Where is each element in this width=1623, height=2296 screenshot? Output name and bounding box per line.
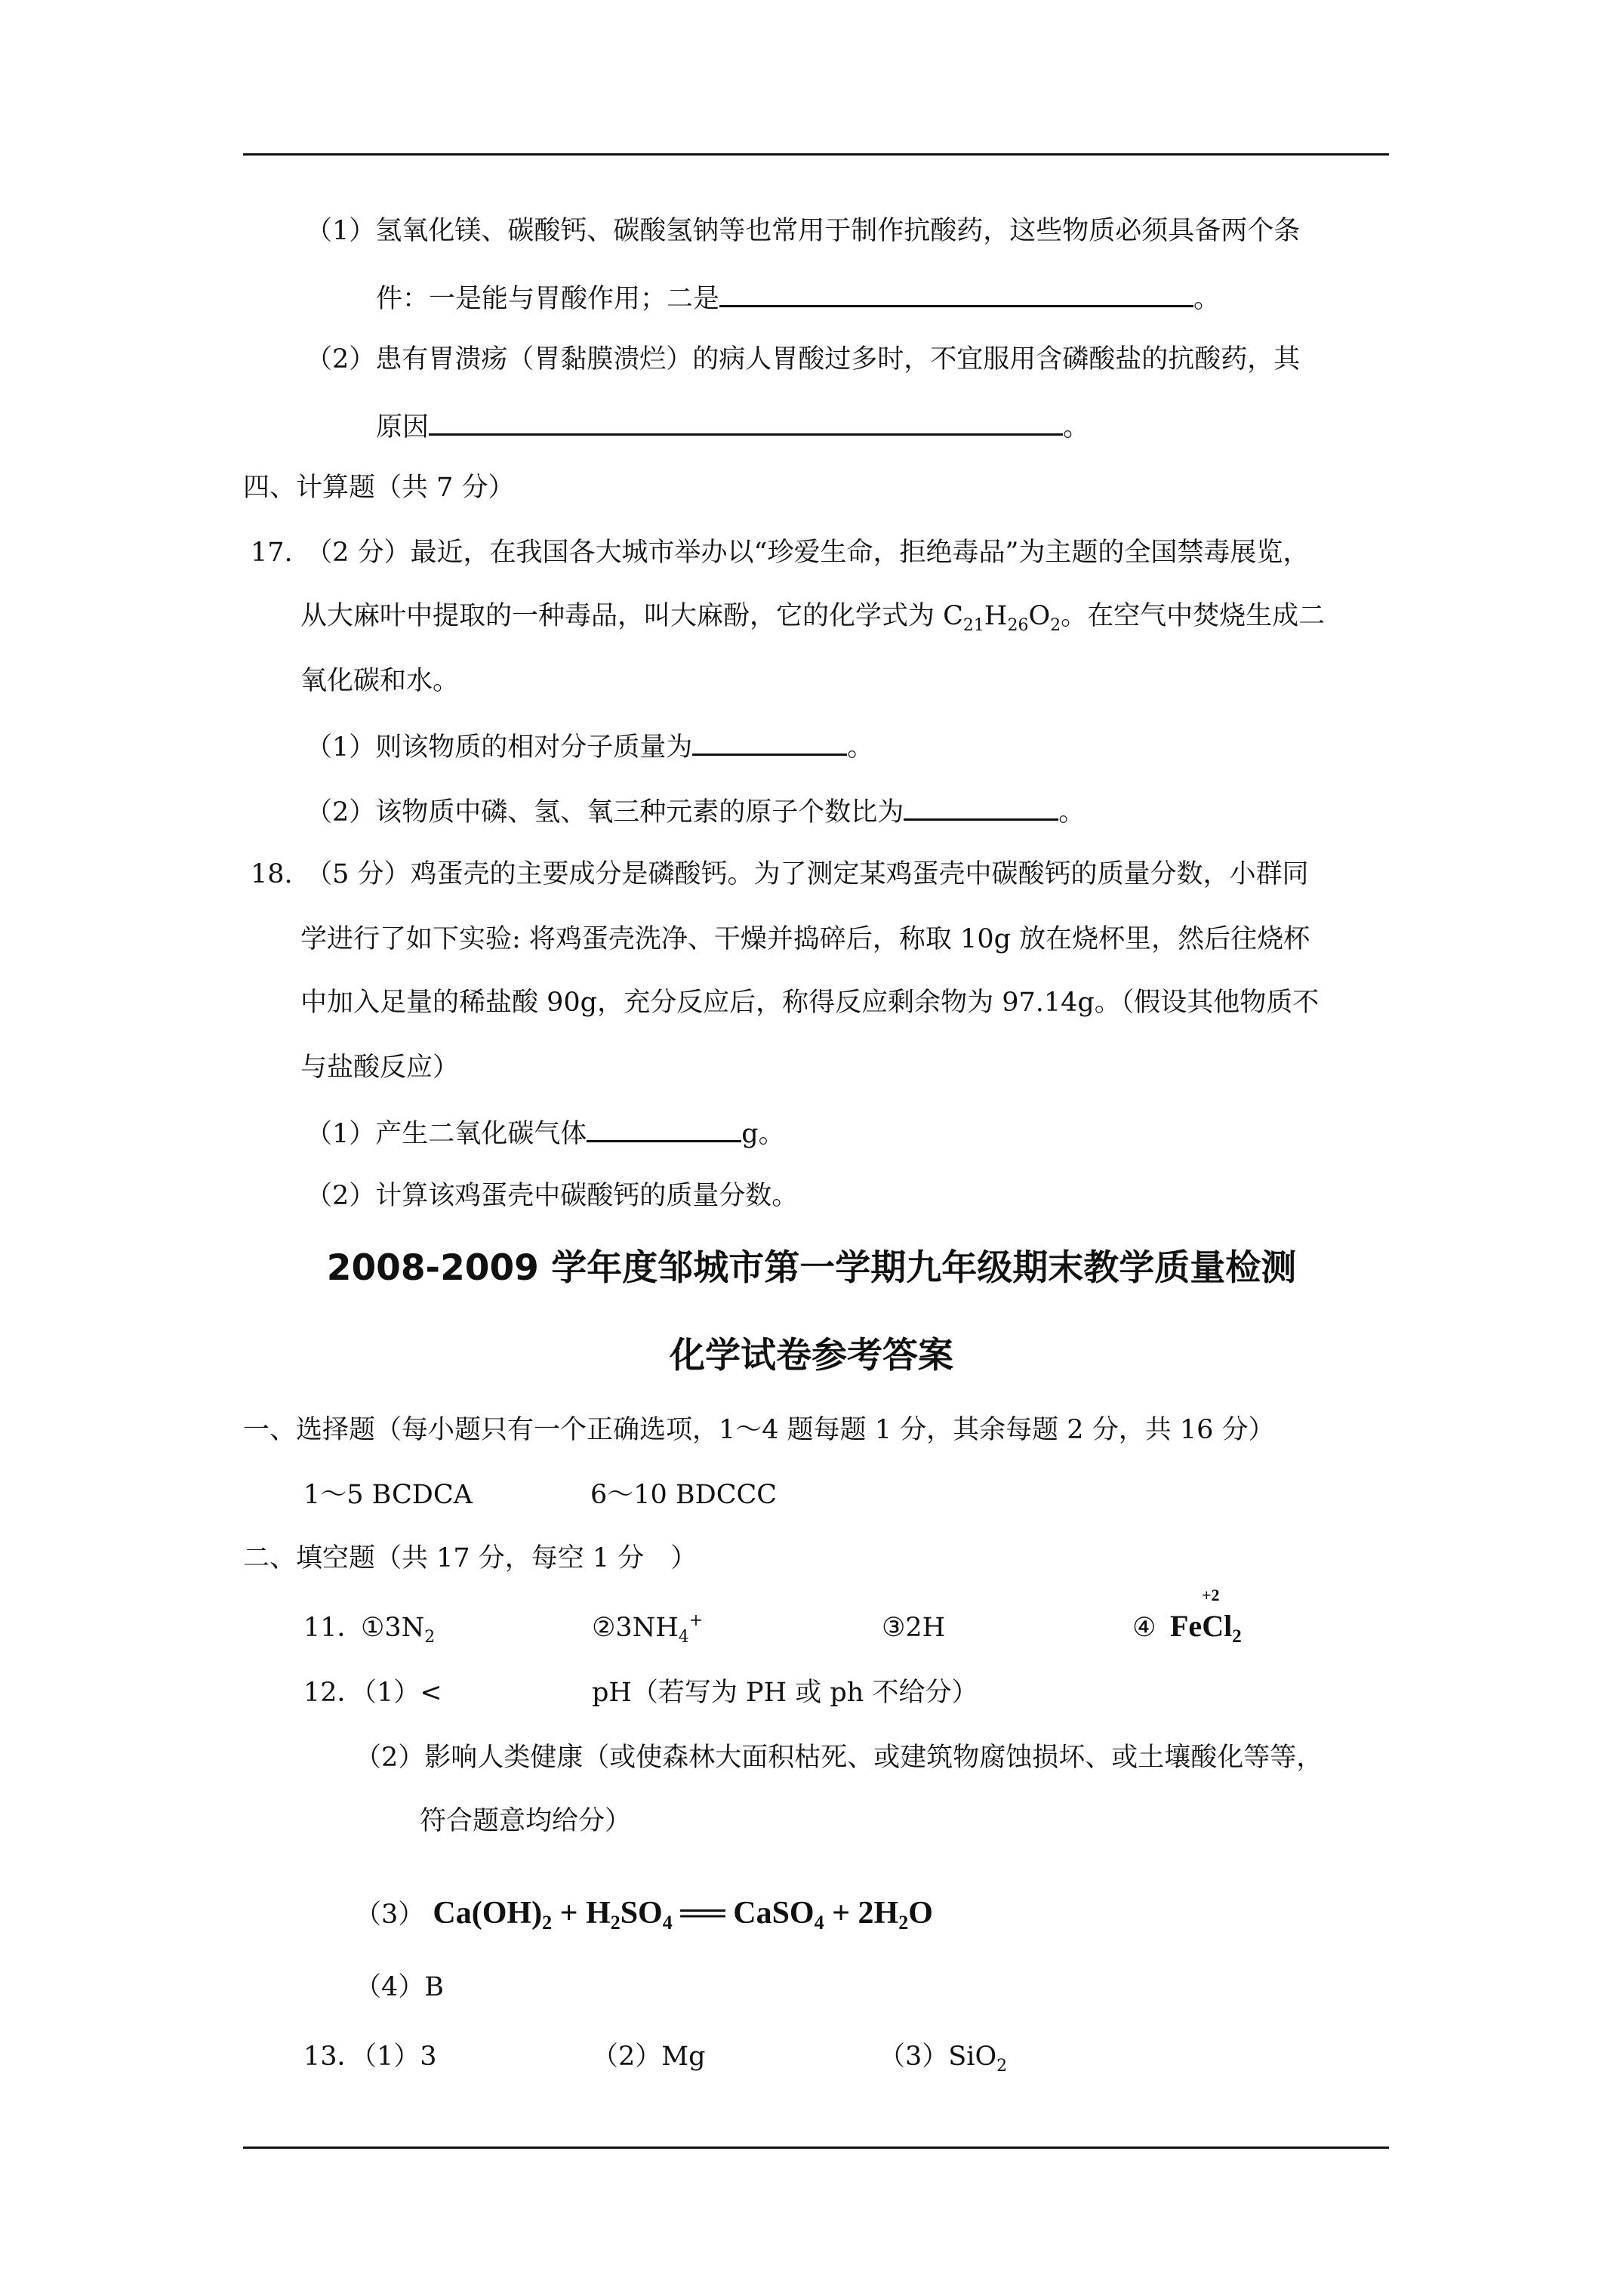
subscript: 2 [424,1628,436,1647]
answer-text: （3）SiO [879,2042,997,2072]
answer-text: ①3N [361,1613,425,1643]
answer-label: （3） [355,1900,425,1930]
answers-6-10: 6～10 BDCCC [590,1480,778,1510]
answer-key-title: 2008-2009 学年度邹城市第一学期九年级期末教学质量检测 [326,1247,1297,1289]
q18-line4: 与盐酸反应） [300,1052,460,1083]
q18-line2: 学进行了如下实验: 将鸡蛋壳洗净、干燥并捣碎后，称取 10g 放在烧杯里，然后往烧杯 [300,924,1310,954]
subscript: 2 [1050,616,1061,635]
q18-sub1-unit: g。 [741,1119,785,1149]
period: 。 [1193,284,1221,314]
period: 。 [1058,797,1086,827]
answer-13-2: （2）Mg [592,2042,706,2072]
answer-blank[interactable] [429,406,1063,436]
valence-label: +2 [1202,1586,1220,1604]
section-4-heading: 四、计算题（共 7 分） [243,473,515,503]
q17-line1: 17. （2 分）最近，在我国各大城市举办以“珍爱生命，拒绝毒品”为主题的全国禁毒展览， [251,538,1310,568]
q17-text: 。在空气中焚烧生成二 [1061,601,1326,631]
answers-1-5: 1～5 BCDCA [303,1480,473,1510]
q17-text: H [984,601,1008,631]
q17-sub2-text: （2）该物质中磷、氢、氧三种元素的原子个数比为 [306,797,904,827]
answer-blank[interactable] [587,1113,741,1142]
q18-sub1 [306,1113,785,1152]
answer-blank[interactable] [904,791,1058,821]
chemical-equation: $Ca(OH)_2 + H_2SO_4$ ══ CaSO$_4$ + $2H_2O$ [433,1896,933,1934]
answer-13-3 [879,2039,1007,2075]
q18-sub1-text: （1）产生二氧化碳气体 [306,1119,587,1149]
answer-blank[interactable] [719,278,1193,307]
q17-text: 从大麻叶中提取的一种毒品，叫大麻酚，它的化学式为 C [300,601,963,631]
answer-11-3: ③2H [882,1613,946,1643]
q18-line3: 中加入足量的稀盐酸 90g，充分反应后，称得反应剩余物为 97.14g。（假设其他物质不 [300,988,1320,1018]
subscript: 21 [962,616,984,635]
q17-sub2 [306,791,1085,831]
answer-key-subtitle: 化学试卷参考答案 [670,1335,953,1376]
period: 。 [1063,412,1090,442]
q17-text: O [1028,601,1051,631]
answer-11-label: 11． [303,1613,364,1643]
q16-sub1-line2 [376,278,1220,317]
answer-11-2 [592,1610,703,1646]
answer-12-3 [355,1895,933,1933]
answer-12-2-line1: （2）影响人类健康（或使森林大面积枯死、或建筑物腐蚀损坏、或土壤酸化等等， [355,1743,1323,1773]
answer-11-4-formula [1170,1586,1242,1647]
superscript: + [688,1611,704,1630]
subscript: 2 [1232,1626,1242,1647]
bottom-rule [243,2147,1389,2149]
period: 。 [847,732,874,763]
answer-12-4: （4）B [355,1972,444,2002]
answer-12-2-line2: 符合题意均给分） [420,1806,632,1836]
top-rule [243,153,1389,156]
answer-13-1: 13．（1）3 [303,2042,437,2072]
q16-sub1-text: 件：一是能与胃酸作用；二是 [376,284,720,314]
answer-text: ②3NH [592,1613,679,1643]
answers-section-2-heading: 二、填空题（共 17 分，每空 1 分 ） [243,1543,698,1573]
q17-line2 [300,598,1325,634]
answers-section-1-heading: 一、选择题（每小题只有一个正确选项，1～4 题每题 1 分，其余每题 2 分，共 16 分） [243,1415,1275,1445]
formula-text: FeCl [1170,1609,1233,1643]
q18-sub2: （2）计算该鸡蛋壳中碳酸钙的质量分数。 [306,1181,799,1211]
answer-11-4-label: ④ [1132,1613,1156,1643]
q16-sub2-line2 [376,406,1089,445]
subscript: 2 [996,2057,1008,2076]
answer-blank[interactable] [692,726,847,756]
q16-sub2-line1: （2）患有胃溃疡（胃黏膜溃烂）的病人胃酸过多时，不宜服用含磷酸盐的抗酸药，其 [306,344,1301,374]
answer-12-1: 12．（1）< [303,1678,442,1708]
subscript: 26 [1007,616,1029,635]
answer-12-1-ph: pH（若写为 PH 或 ph 不给分） [592,1678,978,1708]
answer-11-1 [361,1610,435,1646]
q17-sub1 [306,726,873,766]
q16-sub2-text: 原因 [376,412,430,442]
q18-line1: 18. （5 分）鸡蛋壳的主要成分是磷酸钙。为了测定某鸡蛋壳中碳酸钙的质量分数，小群同 [251,859,1309,889]
subscript: 4 [678,1628,689,1647]
q17-sub1-text: （1）则该物质的相对分子质量为 [306,732,693,763]
q17-line3: 氧化碳和水。 [300,666,460,696]
q16-sub1-line1: （1）氢氧化镁、碳酸钙、碳酸氢钠等也常用于制作抗酸药，这些物质必须具备两个条 [306,216,1301,246]
